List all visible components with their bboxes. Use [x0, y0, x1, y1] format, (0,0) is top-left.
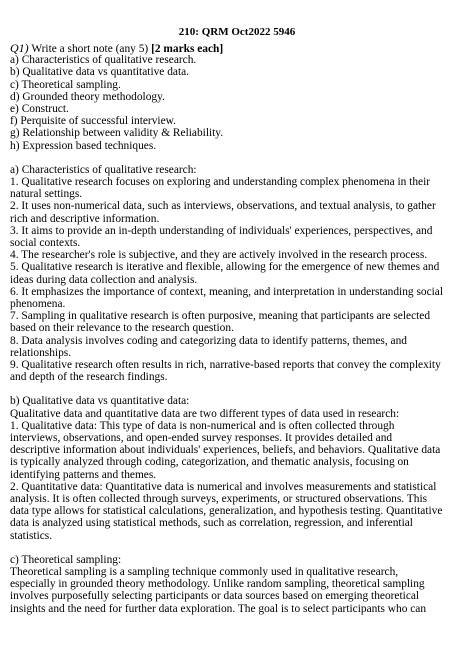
text-line: 3. It aims to provide an in-depth understanding of individuals' experiences, perspectives, and [10, 224, 433, 237]
text-line: phenomena. [10, 297, 66, 310]
text-line: relationships. [10, 346, 72, 359]
text-line: statistics. [10, 529, 53, 542]
text-line: b) Qualitative data vs quantitative data. [10, 66, 190, 79]
text-line: Theoretical sampling is a sampling technique commonly used in qualitative research, [10, 566, 399, 579]
text-line: 1. Qualitative research focuses on exploring and understanding complex phenomena in their [10, 176, 431, 189]
text-line: b) Qualitative data vs quantitative data: [10, 395, 190, 408]
document-body [10, 42, 466, 615]
text-line: c) Theoretical sampling: [10, 553, 122, 566]
text-line: a) Characteristics of qualitative research. [10, 54, 197, 67]
text-line: based on their relevance to the research question. [10, 322, 234, 335]
text-line: involves purposefully selecting participants or data sources based on emerging theoretical [10, 590, 420, 603]
spacer [10, 542, 466, 554]
text-line: a) Characteristics of qualitative research: [10, 163, 197, 176]
text-line: natural settings. [10, 188, 83, 201]
text-line: identifying patterns and themes. [10, 468, 157, 481]
text-line: 2. It uses non-numerical data, such as interviews, observations, and textual analysis, to gather [10, 200, 436, 213]
text-line: 1. Qualitative data: This type of data is non-numerical and is often collected through [10, 419, 395, 432]
text-line: social contexts. [10, 237, 81, 249]
question-marks: [2 marks each] [151, 43, 224, 55]
text-line: Qualitative data and quantitative data are two different types of data used in research: [10, 407, 400, 420]
section-a [10, 164, 466, 383]
section-b [10, 395, 466, 541]
text-line: c) Theoretical sampling. [10, 78, 121, 91]
text-line: ideas during data collection and analysis. [10, 273, 198, 286]
section-c [10, 554, 466, 615]
text-line: and depth of the research findings. [10, 371, 168, 384]
text-line: data type allows for statistical calculations, generalization, and hypothesis testing. Quantitative [10, 505, 443, 518]
text-line: 7. Sampling in qualitative research is often purposive, meaning that participants are selected [10, 310, 431, 323]
question-label: Q1) [10, 41, 29, 55]
text-line: d) Grounded theory methodology. [10, 90, 165, 103]
question-heading [10, 42, 466, 54]
text-line: is typically analyzed through coding, categorization, and thematic analysis, focusing on [10, 456, 409, 469]
text-line: analysis. It is often collected through surveys, experiments, or structured observations. This [10, 492, 428, 505]
text-line: descriptive information about individuals' experiences, beliefs, and behaviors. Qualitative data [10, 444, 441, 457]
text-line: g) Relationship between validity & Reliability. [10, 127, 224, 140]
text-line: e) Construct. [10, 102, 69, 115]
text-line: insights and the need for further data exploration. The goal is to select participants who can [10, 602, 427, 615]
text-line: 2. Quantitative data: Quantitative data is numerical and involves measurements and statistical [10, 480, 437, 493]
text-line: 5. Qualitative research is iterative and flexible, allowing for the emergence of new themes and [10, 261, 440, 274]
text-line: 6. It emphasizes the importance of context, meaning, and interpretation in understanding social [10, 285, 444, 298]
text-line: data is analyzed using statistical methods, such as correlation, regression, and inferential [10, 517, 413, 530]
text-line: f) Perquisite of successful interview. [10, 115, 176, 128]
text-line: 4. The researcher's role is subjective, and they are actively involved in the research process. [10, 249, 428, 262]
text-line: 8. Data analysis involves coding and categorizing data to identify patterns, themes, and [10, 334, 407, 347]
spacer [10, 383, 466, 395]
text-line: interviews, observations, and open-ended survey responses. It provides detailed and [10, 432, 393, 444]
text-line: 9. Qualitative research often results in rich, narrative-based reports that convey the complexity [10, 358, 441, 371]
question-items [10, 54, 466, 152]
spacer [10, 152, 466, 164]
text-line: h) Expression based techniques. [10, 139, 157, 152]
text-line: especially in grounded theory methodology. Unlike random sampling, theoretical sampling [10, 578, 425, 591]
question-prompt: Write a short note (any 5) [28, 43, 152, 55]
document-header: 210: QRM Oct2022 5946 [178, 26, 296, 38]
text-line: rich and descriptive information. [10, 212, 160, 225]
